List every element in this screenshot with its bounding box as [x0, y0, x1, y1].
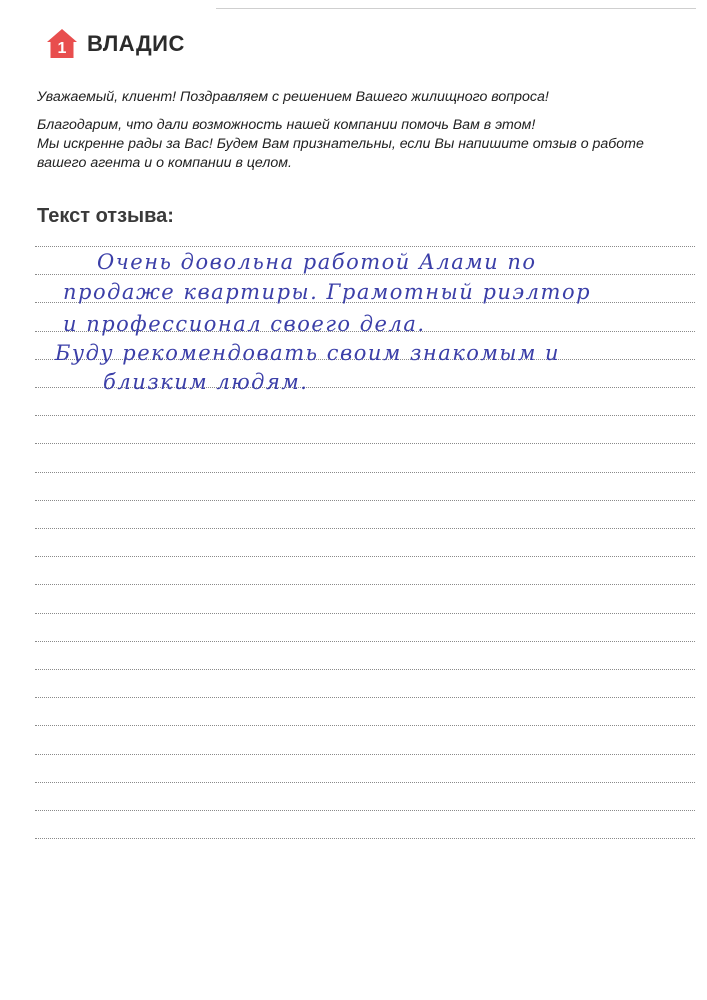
handwritten-line: и профессионал своего дела. [63, 312, 426, 336]
handwritten-review [35, 0, 695, 1000]
handwritten-line: близким людям. [103, 370, 309, 394]
review-title: Текст отзыва: [37, 205, 174, 227]
thanks-line: Благодарим, что дали возможность нашей компании помочь Вам в этом! [37, 117, 536, 133]
thanks-line: вашего агента и о компании в целом. [37, 155, 292, 171]
handwritten-line: Буду рекомендовать своим знакомым и [55, 341, 561, 365]
thanks-line: Мы искренне рады за Вас! Будем Вам признательны, если Вы напишите отзыв о работе [37, 136, 644, 152]
logo-digit: 1 [57, 40, 67, 57]
handwritten-line: Очень довольна работой Алами по [97, 250, 537, 274]
brand-name: ВЛАДИС [87, 31, 185, 56]
greeting-text: Уважаемый, клиент! Поздравляем с решением Вашего жилищного вопроса! [37, 89, 549, 105]
handwritten-line: продаже квартиры. Грамотный риэлтор [63, 280, 592, 304]
